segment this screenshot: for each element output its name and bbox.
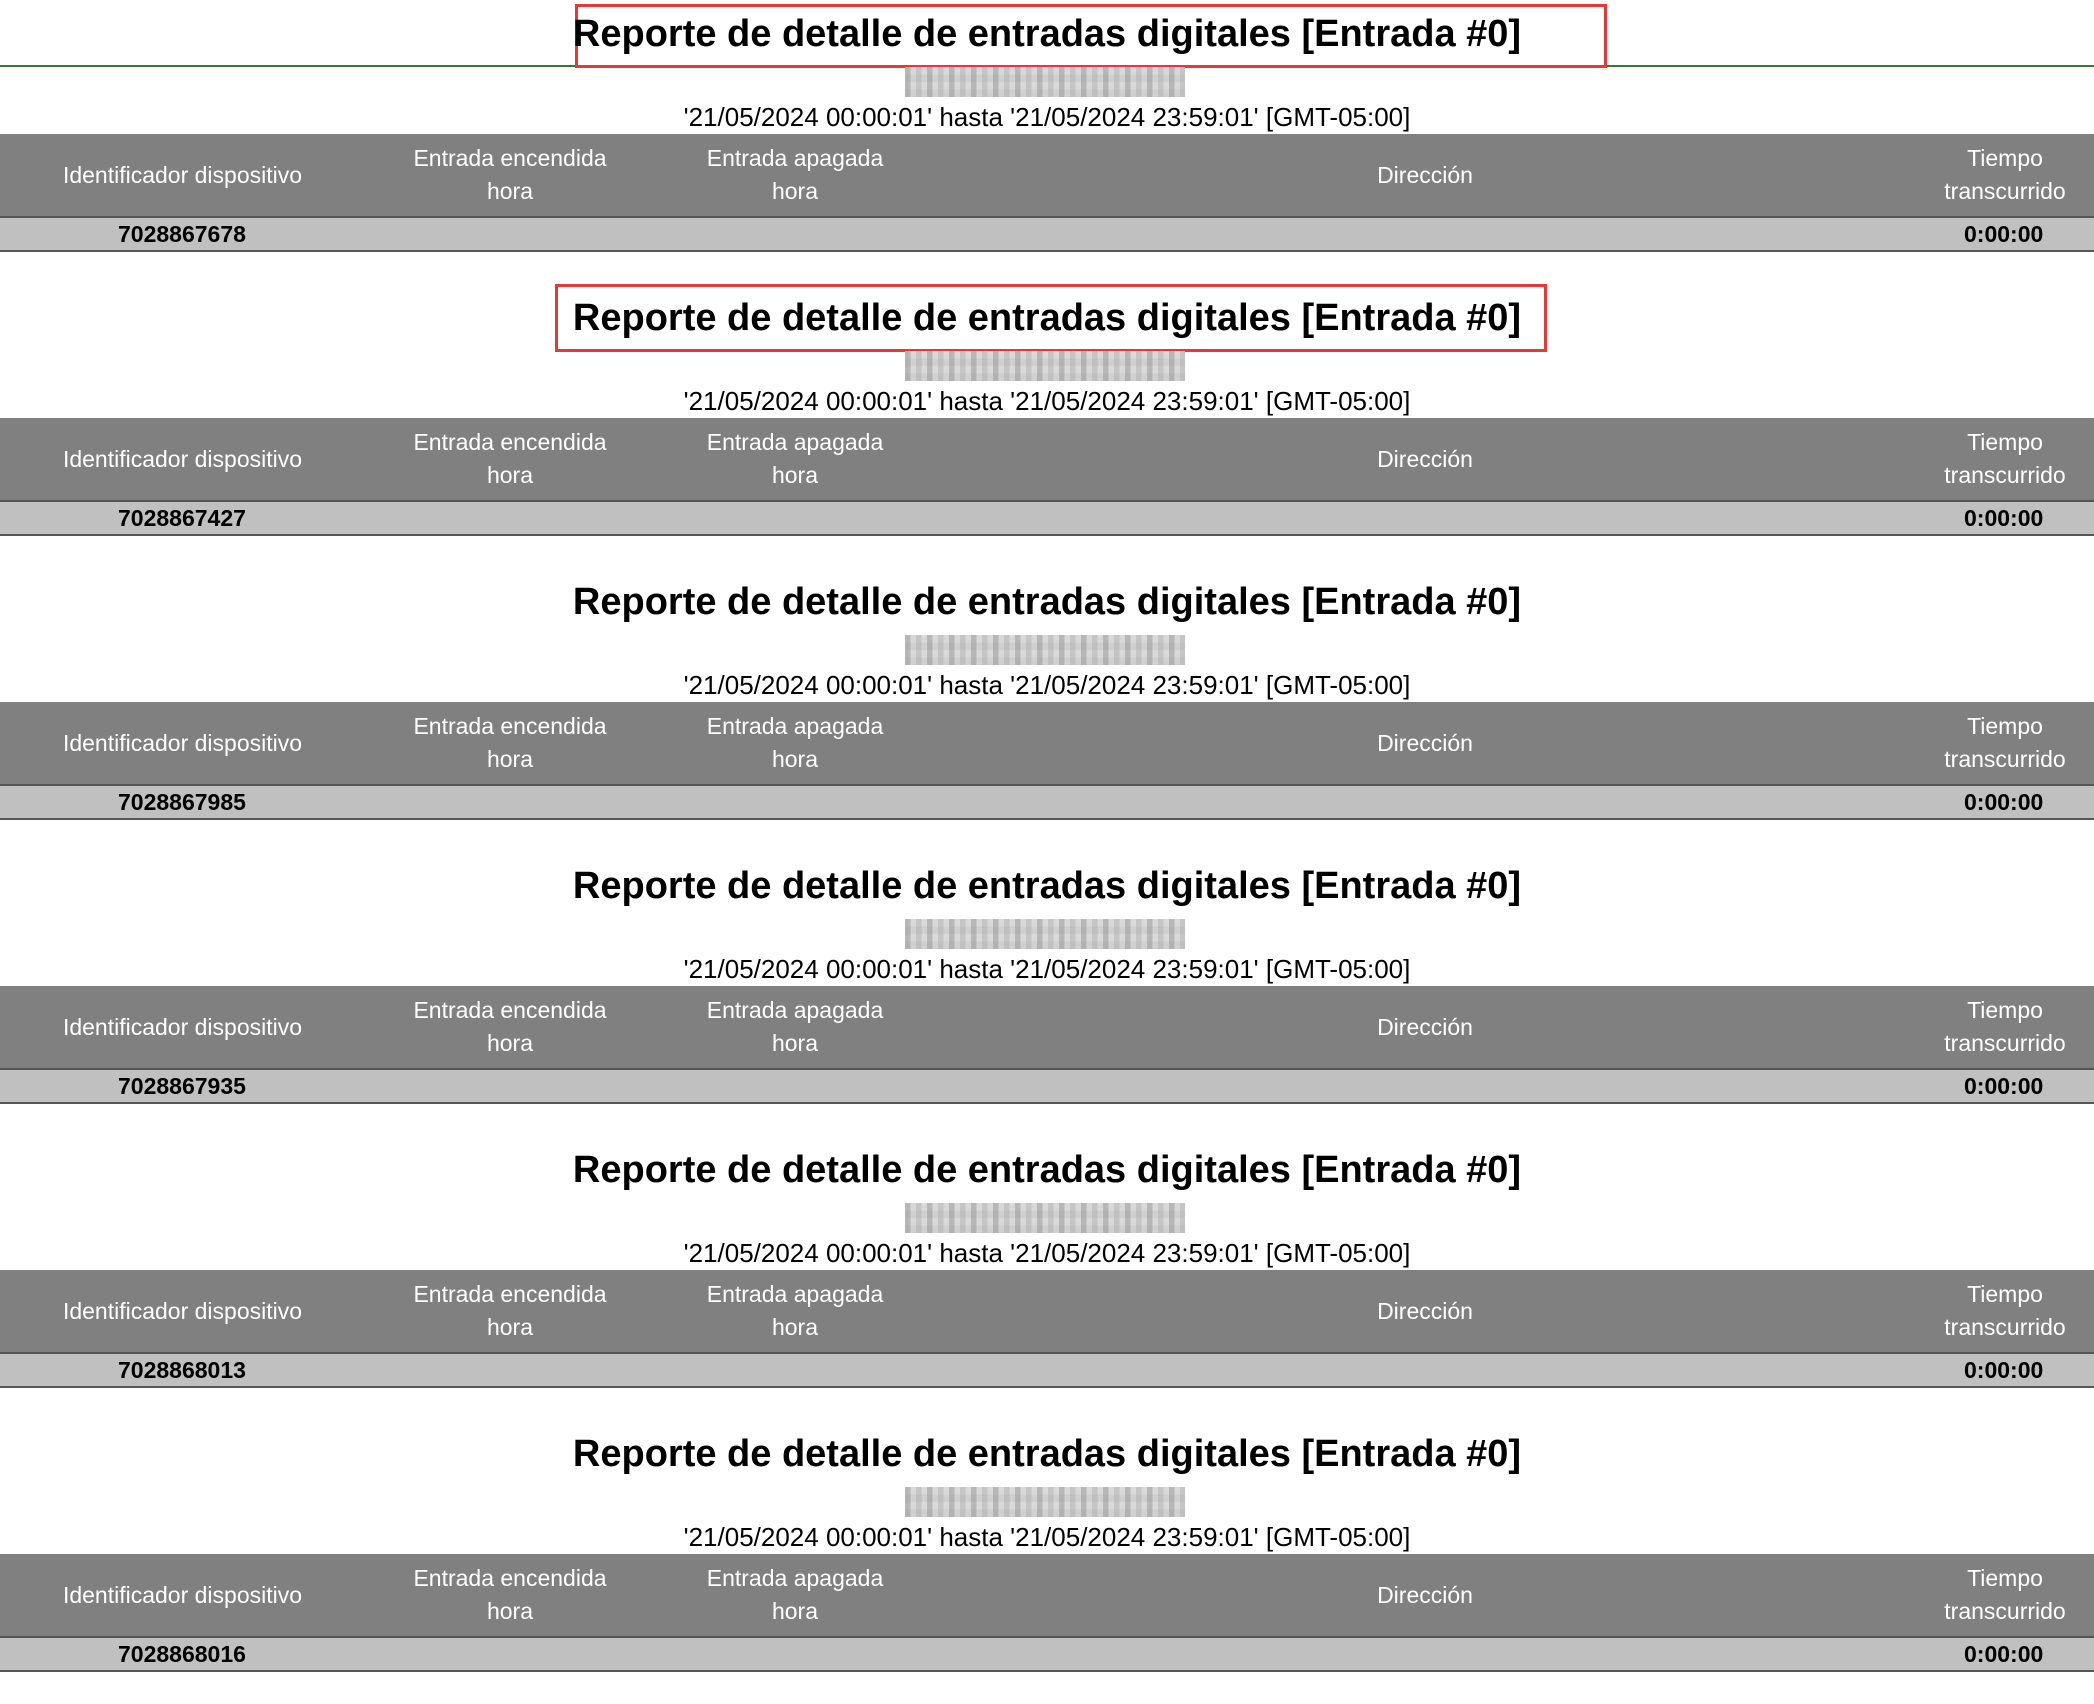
- device-id-value: 7028868016: [118, 1641, 246, 1667]
- col-on-time: Entrada encendida hora: [413, 1281, 607, 1340]
- device-id-value: 7028868013: [118, 1357, 246, 1383]
- table-row: [0, 784, 2094, 820]
- date-range: '21/05/2024 00:00:01' hasta '21/05/2024 23:59:01' [GMT-05:00]: [683, 102, 1411, 132]
- table-header: [0, 1270, 2094, 1352]
- redacted-name: [905, 635, 1185, 665]
- elapsed-value: 0:00:00: [1964, 505, 2044, 531]
- date-range: '21/05/2024 00:00:01' hasta '21/05/2024 23:59:01' [GMT-05:00]: [683, 1522, 1411, 1552]
- report-title: Reporte de detalle de entradas digitales [Entrada #0]: [572, 1433, 1522, 1475]
- col-off-time: Entrada apagada hora: [706, 1281, 884, 1340]
- elapsed-value: 0:00:00: [1964, 1641, 2044, 1667]
- col-elapsed: Tiempo transcurrido: [1944, 1281, 2066, 1340]
- col-elapsed: Tiempo transcurrido: [1944, 997, 2066, 1056]
- table-row: [0, 1352, 2094, 1388]
- elapsed-value: 0:00:00: [1964, 789, 2044, 815]
- col-address: Dirección: [1377, 1581, 1473, 1608]
- table-header: [0, 134, 2094, 216]
- elapsed-value: 0:00:00: [1964, 1073, 2044, 1099]
- date-range: '21/05/2024 00:00:01' hasta '21/05/2024 23:59:01' [GMT-05:00]: [683, 954, 1411, 984]
- device-id-value: 7028867678: [118, 221, 246, 247]
- table-header: [0, 418, 2094, 500]
- col-device-id: Identificador dispositivo: [62, 1581, 303, 1608]
- report-title: Reporte de detalle de entradas digitales [Entrada #0]: [572, 1149, 1522, 1191]
- redacted-name: [905, 919, 1185, 949]
- col-device-id: Identificador dispositivo: [62, 1297, 303, 1324]
- col-device-id: Identificador dispositivo: [62, 161, 303, 188]
- table-header: [0, 986, 2094, 1068]
- report-title: Reporte de detalle de entradas digitales [Entrada #0]: [572, 297, 1522, 339]
- report-title: Reporte de detalle de entradas digitales [Entrada #0]: [572, 581, 1522, 623]
- report-title: Reporte de detalle de entradas digitales [Entrada #0]: [572, 865, 1522, 907]
- col-on-time: Entrada encendida hora: [413, 997, 607, 1056]
- col-elapsed: Tiempo transcurrido: [1944, 145, 2066, 204]
- col-elapsed: Tiempo transcurrido: [1944, 429, 2066, 488]
- col-off-time: Entrada apagada hora: [706, 429, 884, 488]
- redacted-name: [905, 67, 1185, 97]
- col-elapsed: Tiempo transcurrido: [1944, 713, 2066, 772]
- col-address: Dirección: [1377, 1297, 1473, 1324]
- table-row: [0, 216, 2094, 252]
- col-on-time: Entrada encendida hora: [413, 429, 607, 488]
- table-row: [0, 1068, 2094, 1104]
- table-header: [0, 702, 2094, 784]
- report-section: [0, 568, 2094, 852]
- col-on-time: Entrada encendida hora: [413, 1565, 607, 1624]
- col-address: Dirección: [1377, 445, 1473, 472]
- col-off-time: Entrada apagada hora: [706, 1565, 884, 1624]
- date-range: '21/05/2024 00:00:01' hasta '21/05/2024 23:59:01' [GMT-05:00]: [683, 386, 1411, 416]
- date-range: '21/05/2024 00:00:01' hasta '21/05/2024 23:59:01' [GMT-05:00]: [683, 1238, 1411, 1268]
- report-section: [0, 284, 2094, 568]
- col-on-time: Entrada encendida hora: [413, 713, 607, 772]
- elapsed-value: 0:00:00: [1964, 221, 2044, 247]
- col-off-time: Entrada apagada hora: [706, 997, 884, 1056]
- col-address: Dirección: [1377, 729, 1473, 756]
- device-id-value: 7028867427: [118, 505, 246, 531]
- redacted-name: [905, 351, 1185, 381]
- col-address: Dirección: [1377, 1013, 1473, 1040]
- col-address: Dirección: [1377, 161, 1473, 188]
- table-row: [0, 1636, 2094, 1672]
- report-section: [0, 1136, 2094, 1420]
- device-id-value: 7028867935: [118, 1073, 246, 1099]
- col-on-time: Entrada encendida hora: [413, 145, 607, 204]
- col-device-id: Identificador dispositivo: [62, 445, 303, 472]
- report-title: Reporte de detalle de entradas digitales [Entrada #0]: [572, 13, 1522, 55]
- col-elapsed: Tiempo transcurrido: [1944, 1565, 2066, 1624]
- date-range: '21/05/2024 00:00:01' hasta '21/05/2024 23:59:01' [GMT-05:00]: [683, 670, 1411, 700]
- redacted-name: [905, 1487, 1185, 1517]
- report-section: [0, 0, 2094, 284]
- table-row: [0, 500, 2094, 536]
- device-id-value: 7028867985: [118, 789, 246, 815]
- elapsed-value: 0:00:00: [1964, 1357, 2044, 1383]
- report-section: [0, 852, 2094, 1136]
- redacted-name: [905, 1203, 1185, 1233]
- col-device-id: Identificador dispositivo: [62, 1013, 303, 1040]
- col-off-time: Entrada apagada hora: [706, 713, 884, 772]
- col-off-time: Entrada apagada hora: [706, 145, 884, 204]
- table-header: [0, 1554, 2094, 1636]
- col-device-id: Identificador dispositivo: [62, 729, 303, 756]
- report-section: [0, 1420, 2094, 1704]
